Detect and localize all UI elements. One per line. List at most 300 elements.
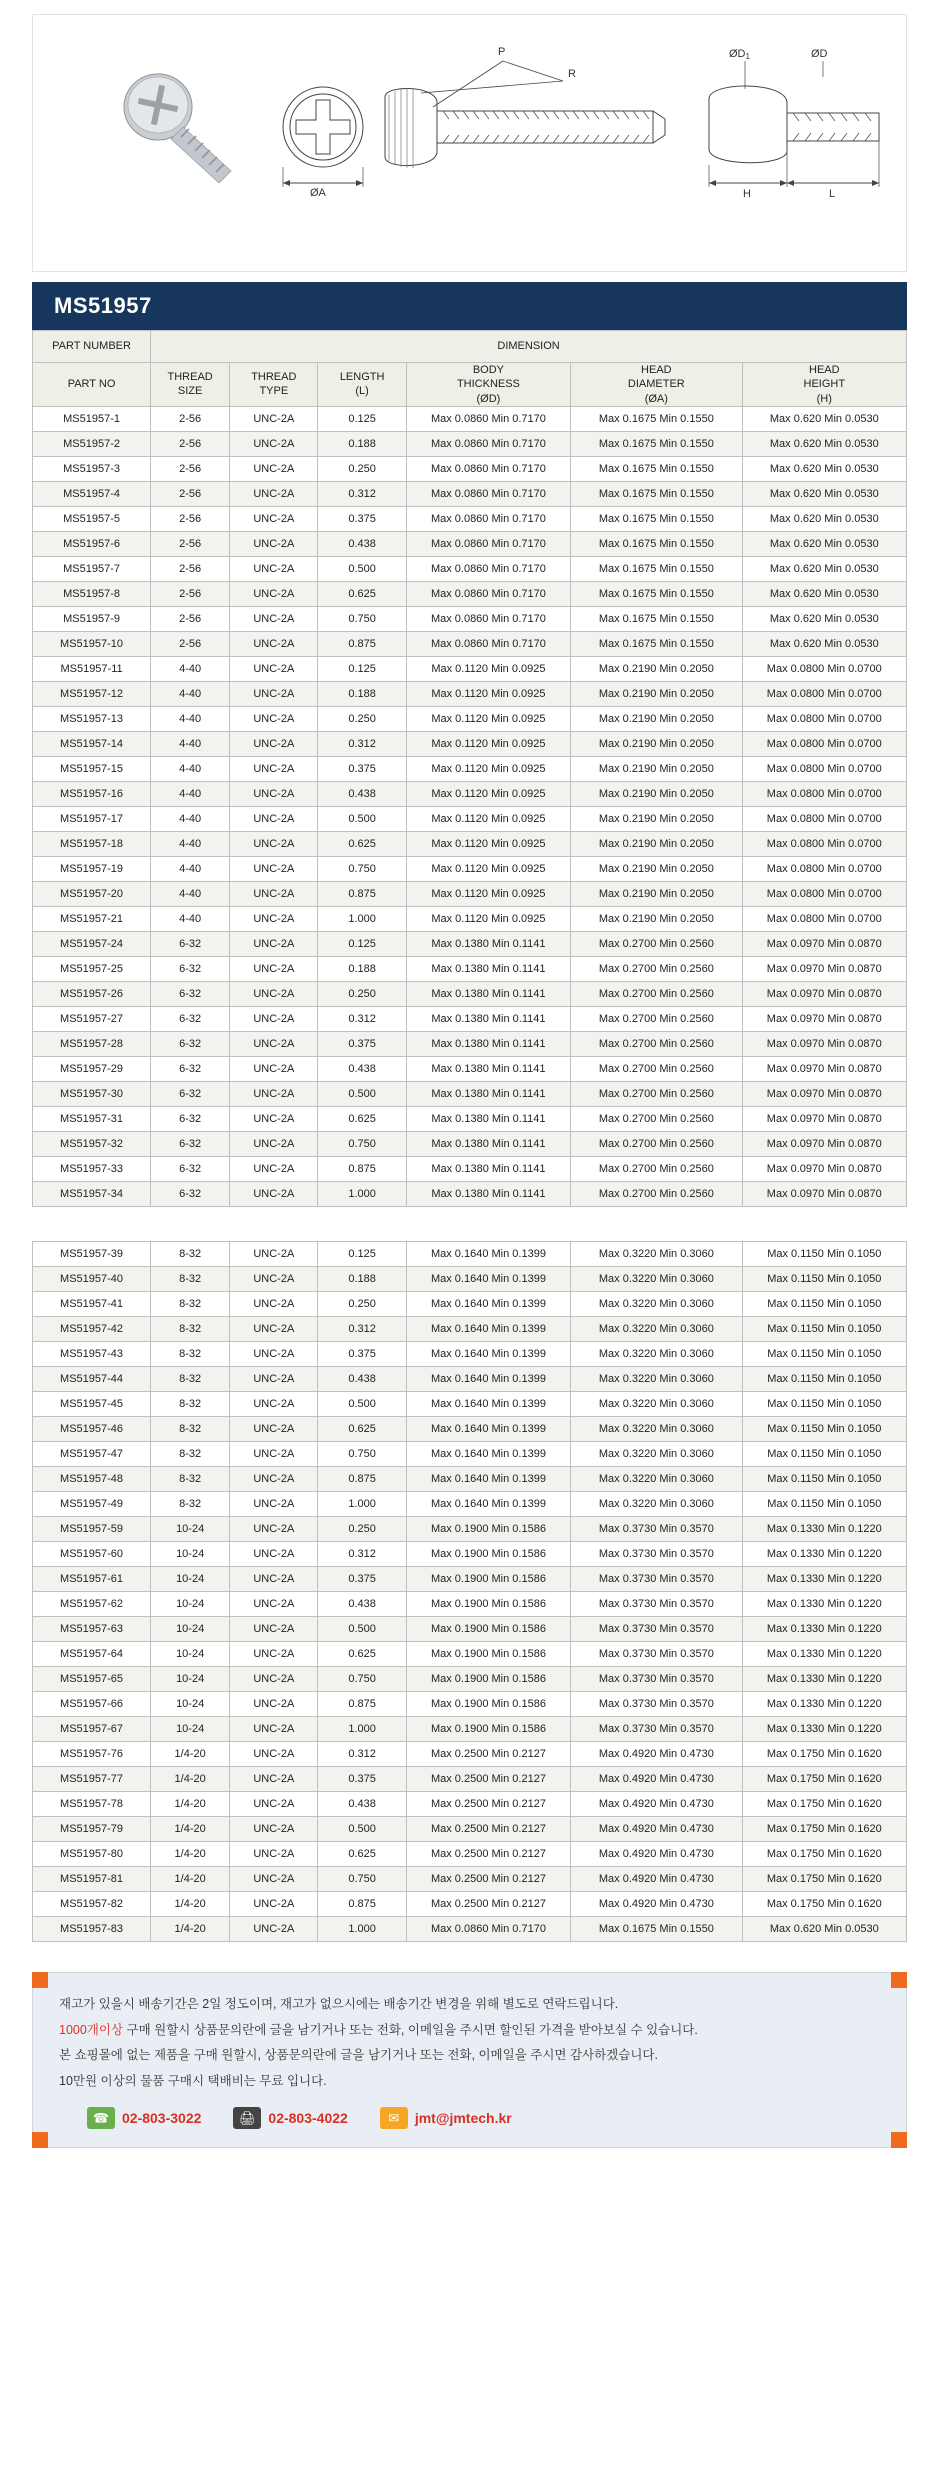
- cell-value: UNC-2A: [230, 1441, 318, 1466]
- cell-part-no: MS51957-63: [33, 1616, 151, 1641]
- cell-value: Max 0.3220 Min 0.3060: [571, 1441, 743, 1466]
- cell-value: Max 0.1380 Min 0.1141: [406, 1131, 570, 1156]
- cell-part-no: MS51957-66: [33, 1691, 151, 1716]
- contact-email[interactable]: [380, 2107, 512, 2129]
- cell-part-no: MS51957-8: [33, 581, 151, 606]
- cell-value: 0.750: [318, 856, 406, 881]
- cell-value: 6-32: [151, 1131, 230, 1156]
- cell-value: 0.188: [318, 1266, 406, 1291]
- col-head-diameter: HEAD DIAMETER (ØA): [571, 363, 743, 407]
- cell-value: 1/4-20: [151, 1916, 230, 1941]
- cell-value: Max 0.2500 Min 0.2127: [406, 1841, 570, 1866]
- cell-part-no: MS51957-62: [33, 1591, 151, 1616]
- table-row: [33, 1156, 907, 1181]
- cell-value: UNC-2A: [230, 656, 318, 681]
- cell-value: Max 0.1900 Min 0.1586: [406, 1691, 570, 1716]
- cell-value: Max 0.3730 Min 0.3570: [571, 1541, 743, 1566]
- cell-part-no: MS51957-41: [33, 1291, 151, 1316]
- table-row: [33, 406, 907, 431]
- cell-value: 4-40: [151, 756, 230, 781]
- cell-value: 0.875: [318, 631, 406, 656]
- cell-value: Max 0.2190 Min 0.2050: [571, 706, 743, 731]
- cell-value: 4-40: [151, 656, 230, 681]
- cell-value: Max 0.1150 Min 0.1050: [742, 1366, 906, 1391]
- cell-value: Max 0.3220 Min 0.3060: [571, 1391, 743, 1416]
- cell-value: Max 0.1380 Min 0.1141: [406, 1106, 570, 1131]
- cell-value: Max 0.1750 Min 0.1620: [742, 1866, 906, 1891]
- cell-value: 8-32: [151, 1366, 230, 1391]
- cell-value: UNC-2A: [230, 1716, 318, 1741]
- col-length: LENGTH (L): [318, 363, 406, 407]
- table-row: [33, 1641, 907, 1666]
- cell-value: UNC-2A: [230, 1266, 318, 1291]
- cell-value: UNC-2A: [230, 631, 318, 656]
- cell-value: Max 0.2190 Min 0.2050: [571, 731, 743, 756]
- cell-part-no: MS51957-44: [33, 1366, 151, 1391]
- cell-value: UNC-2A: [230, 881, 318, 906]
- cell-value: 0.875: [318, 1466, 406, 1491]
- table-row: [33, 1056, 907, 1081]
- spec-table-2: [32, 1241, 907, 1942]
- cell-value: Max 0.620 Min 0.0530: [742, 1916, 906, 1941]
- cell-part-no: MS51957-77: [33, 1766, 151, 1791]
- cell-value: 0.500: [318, 1391, 406, 1416]
- cell-value: 4-40: [151, 806, 230, 831]
- cell-value: Max 0.3220 Min 0.3060: [571, 1341, 743, 1366]
- cell-value: UNC-2A: [230, 706, 318, 731]
- cell-value: Max 0.1640 Min 0.1399: [406, 1241, 570, 1266]
- cell-value: Max 0.3730 Min 0.3570: [571, 1716, 743, 1741]
- notice-line-2-rest: 구매 원할시 상품문의란에 글을 남기거나 또는 전화, 이메일을 주시면 할인된 가격을 받아보실 수 있습니다.: [123, 2022, 698, 2037]
- cell-part-no: MS51957-6: [33, 531, 151, 556]
- cell-part-no: MS51957-80: [33, 1841, 151, 1866]
- cell-value: 2-56: [151, 406, 230, 431]
- cell-value: 10-24: [151, 1541, 230, 1566]
- cell-part-no: MS51957-4: [33, 481, 151, 506]
- cell-value: UNC-2A: [230, 1131, 318, 1156]
- cell-part-no: MS51957-40: [33, 1266, 151, 1291]
- cell-part-no: MS51957-2: [33, 431, 151, 456]
- cell-value: Max 0.0970 Min 0.0870: [742, 1006, 906, 1031]
- cell-value: UNC-2A: [230, 831, 318, 856]
- cell-part-no: MS51957-19: [33, 856, 151, 881]
- cell-value: Max 0.2500 Min 0.2127: [406, 1741, 570, 1766]
- table-row: [33, 681, 907, 706]
- cell-value: 6-32: [151, 1006, 230, 1031]
- cell-value: 0.625: [318, 1841, 406, 1866]
- table-row: [33, 1391, 907, 1416]
- cell-value: Max 0.1150 Min 0.1050: [742, 1241, 906, 1266]
- cell-value: 6-32: [151, 1081, 230, 1106]
- table-row: [33, 431, 907, 456]
- cell-value: Max 0.3730 Min 0.3570: [571, 1566, 743, 1591]
- cell-value: Max 0.1900 Min 0.1586: [406, 1666, 570, 1691]
- cell-value: Max 0.3730 Min 0.3570: [571, 1616, 743, 1641]
- cell-value: Max 0.1380 Min 0.1141: [406, 956, 570, 981]
- cell-part-no: MS51957-83: [33, 1916, 151, 1941]
- mail-icon: ✉: [380, 2107, 408, 2129]
- table-row: [33, 1616, 907, 1641]
- cell-value: Max 0.1900 Min 0.1586: [406, 1541, 570, 1566]
- cell-value: Max 0.1380 Min 0.1141: [406, 1006, 570, 1031]
- cell-part-no: MS51957-17: [33, 806, 151, 831]
- cell-value: 0.250: [318, 456, 406, 481]
- corner-accent-bl: [32, 2132, 48, 2148]
- cell-value: UNC-2A: [230, 906, 318, 931]
- cell-value: Max 0.0800 Min 0.0700: [742, 806, 906, 831]
- cell-value: Max 0.2500 Min 0.2127: [406, 1816, 570, 1841]
- cell-value: Max 0.2190 Min 0.2050: [571, 781, 743, 806]
- cell-value: 1/4-20: [151, 1816, 230, 1841]
- cell-part-no: MS51957-79: [33, 1816, 151, 1841]
- cell-value: UNC-2A: [230, 956, 318, 981]
- table-row: [33, 1766, 907, 1791]
- col-head-height: HEAD HEIGHT (H): [742, 363, 906, 407]
- cell-value: Max 0.0860 Min 0.7170: [406, 506, 570, 531]
- cell-part-no: MS51957-39: [33, 1241, 151, 1266]
- cell-value: 0.875: [318, 1691, 406, 1716]
- cell-value: 6-32: [151, 1181, 230, 1206]
- cell-value: 8-32: [151, 1491, 230, 1516]
- table-row: [33, 1916, 907, 1941]
- table-row: [33, 1741, 907, 1766]
- cell-value: 4-40: [151, 906, 230, 931]
- table-row: [33, 581, 907, 606]
- cell-value: UNC-2A: [230, 1341, 318, 1366]
- table-row: [33, 1266, 907, 1291]
- cell-value: Max 0.1380 Min 0.1141: [406, 1081, 570, 1106]
- cell-value: Max 0.1120 Min 0.0925: [406, 831, 570, 856]
- cell-value: 8-32: [151, 1466, 230, 1491]
- cell-value: Max 0.1750 Min 0.1620: [742, 1816, 906, 1841]
- contact-fax[interactable]: [233, 2107, 347, 2129]
- cell-value: Max 0.1675 Min 0.1550: [571, 1916, 743, 1941]
- screw-photo: [124, 74, 231, 183]
- cell-value: Max 0.0800 Min 0.0700: [742, 731, 906, 756]
- cell-value: Max 0.1750 Min 0.1620: [742, 1741, 906, 1766]
- cell-value: Max 0.1330 Min 0.1220: [742, 1691, 906, 1716]
- label-R: R: [568, 68, 576, 80]
- cell-value: UNC-2A: [230, 1666, 318, 1691]
- cell-value: 1.000: [318, 906, 406, 931]
- cell-value: Max 0.2190 Min 0.2050: [571, 906, 743, 931]
- cell-value: Max 0.4920 Min 0.4730: [571, 1741, 743, 1766]
- cell-part-no: MS51957-82: [33, 1891, 151, 1916]
- header-dimension: DIMENSION: [151, 331, 907, 363]
- cell-value: Max 0.2190 Min 0.2050: [571, 681, 743, 706]
- cell-value: Max 0.1150 Min 0.1050: [742, 1316, 906, 1341]
- cell-value: 0.875: [318, 1156, 406, 1181]
- cell-value: 0.250: [318, 1516, 406, 1541]
- cell-value: 0.500: [318, 1081, 406, 1106]
- cell-value: 0.125: [318, 656, 406, 681]
- cell-value: Max 0.0860 Min 0.7170: [406, 556, 570, 581]
- cell-value: 8-32: [151, 1341, 230, 1366]
- cell-value: UNC-2A: [230, 781, 318, 806]
- document-page: [0, 14, 939, 2148]
- table-row: [33, 1341, 907, 1366]
- cell-value: 6-32: [151, 981, 230, 1006]
- cell-part-no: MS51957-76: [33, 1741, 151, 1766]
- cell-value: 0.375: [318, 1341, 406, 1366]
- cell-value: 0.625: [318, 831, 406, 856]
- cell-part-no: MS51957-21: [33, 906, 151, 931]
- notice-line-3: 본 쇼핑몰에 없는 제품을 구매 원할시, 상품문의란에 글을 남기거나 또는 전화, 이메일을 주시면 감사하겠습니다.: [59, 2048, 658, 2063]
- cell-value: Max 0.0860 Min 0.7170: [406, 581, 570, 606]
- cell-value: 1.000: [318, 1491, 406, 1516]
- cell-value: Max 0.3220 Min 0.3060: [571, 1266, 743, 1291]
- cell-value: UNC-2A: [230, 731, 318, 756]
- label-L: L: [829, 188, 836, 200]
- cell-part-no: MS51957-14: [33, 731, 151, 756]
- cell-part-no: MS51957-1: [33, 406, 151, 431]
- cell-value: Max 0.1640 Min 0.1399: [406, 1316, 570, 1341]
- cell-value: 0.438: [318, 1366, 406, 1391]
- cell-value: Max 0.2500 Min 0.2127: [406, 1766, 570, 1791]
- cell-value: Max 0.3220 Min 0.3060: [571, 1466, 743, 1491]
- cell-value: UNC-2A: [230, 1691, 318, 1716]
- table-row: [33, 606, 907, 631]
- cell-value: UNC-2A: [230, 1466, 318, 1491]
- cell-part-no: MS51957-65: [33, 1666, 151, 1691]
- cell-value: Max 0.0800 Min 0.0700: [742, 781, 906, 806]
- cell-part-no: MS51957-20: [33, 881, 151, 906]
- cell-value: 2-56: [151, 581, 230, 606]
- cell-part-no: MS51957-46: [33, 1416, 151, 1441]
- cell-value: 10-24: [151, 1516, 230, 1541]
- cell-value: 0.250: [318, 706, 406, 731]
- cell-value: UNC-2A: [230, 456, 318, 481]
- cell-value: Max 0.1120 Min 0.0925: [406, 781, 570, 806]
- cell-value: Max 0.3730 Min 0.3570: [571, 1591, 743, 1616]
- cell-part-no: MS51957-67: [33, 1716, 151, 1741]
- cell-value: Max 0.0970 Min 0.0870: [742, 981, 906, 1006]
- cell-value: 1/4-20: [151, 1791, 230, 1816]
- cell-value: Max 0.1675 Min 0.1550: [571, 606, 743, 631]
- table-row: [33, 781, 907, 806]
- cell-value: Max 0.1675 Min 0.1550: [571, 456, 743, 481]
- cell-value: Max 0.1900 Min 0.1586: [406, 1591, 570, 1616]
- cell-value: 2-56: [151, 431, 230, 456]
- cell-value: 0.312: [318, 481, 406, 506]
- cell-part-no: MS51957-28: [33, 1031, 151, 1056]
- table-header-columns: [33, 363, 907, 407]
- cell-value: Max 0.2700 Min 0.2560: [571, 1131, 743, 1156]
- cell-part-no: MS51957-18: [33, 831, 151, 856]
- cell-value: Max 0.1150 Min 0.1050: [742, 1416, 906, 1441]
- table-row: [33, 806, 907, 831]
- cell-value: Max 0.1640 Min 0.1399: [406, 1366, 570, 1391]
- cell-value: 6-32: [151, 956, 230, 981]
- cell-value: Max 0.3220 Min 0.3060: [571, 1291, 743, 1316]
- table-row: [33, 1891, 907, 1916]
- cell-value: 8-32: [151, 1391, 230, 1416]
- cell-value: 0.875: [318, 1891, 406, 1916]
- cell-value: UNC-2A: [230, 856, 318, 881]
- cell-value: Max 0.1120 Min 0.0925: [406, 806, 570, 831]
- notice-highlight: 1000개이상: [59, 2022, 124, 2037]
- cell-value: 0.750: [318, 606, 406, 631]
- cell-value: 2-56: [151, 531, 230, 556]
- cell-value: UNC-2A: [230, 931, 318, 956]
- cell-value: Max 0.3220 Min 0.3060: [571, 1316, 743, 1341]
- cell-value: Max 0.1330 Min 0.1220: [742, 1716, 906, 1741]
- cell-value: UNC-2A: [230, 1516, 318, 1541]
- cell-value: Max 0.3220 Min 0.3060: [571, 1366, 743, 1391]
- table-row: [33, 1591, 907, 1616]
- cell-value: 4-40: [151, 856, 230, 881]
- cell-value: 0.312: [318, 1006, 406, 1031]
- cell-part-no: MS51957-10: [33, 631, 151, 656]
- label-phiD: ØD: [811, 48, 828, 60]
- cell-part-no: MS51957-5: [33, 506, 151, 531]
- cell-value: 0.375: [318, 1031, 406, 1056]
- cell-value: 0.625: [318, 1416, 406, 1441]
- table-row: [33, 1516, 907, 1541]
- cell-part-no: MS51957-29: [33, 1056, 151, 1081]
- cell-value: Max 0.1675 Min 0.1550: [571, 556, 743, 581]
- cell-value: UNC-2A: [230, 1391, 318, 1416]
- cell-value: Max 0.2700 Min 0.2560: [571, 956, 743, 981]
- cell-value: UNC-2A: [230, 531, 318, 556]
- cell-part-no: MS51957-42: [33, 1316, 151, 1341]
- cell-value: UNC-2A: [230, 481, 318, 506]
- cell-value: 6-32: [151, 931, 230, 956]
- cell-value: Max 0.2190 Min 0.2050: [571, 881, 743, 906]
- diagram-svg: [33, 15, 906, 271]
- cell-value: Max 0.2190 Min 0.2050: [571, 756, 743, 781]
- table-row: [33, 1566, 907, 1591]
- cell-value: Max 0.1640 Min 0.1399: [406, 1416, 570, 1441]
- table-row: [33, 1081, 907, 1106]
- cell-value: Max 0.0970 Min 0.0870: [742, 1081, 906, 1106]
- cell-value: Max 0.0800 Min 0.0700: [742, 656, 906, 681]
- cell-part-no: MS51957-47: [33, 1441, 151, 1466]
- cell-value: 2-56: [151, 556, 230, 581]
- cell-value: 8-32: [151, 1316, 230, 1341]
- table-row: [33, 756, 907, 781]
- cell-value: 0.500: [318, 806, 406, 831]
- cell-part-no: MS51957-59: [33, 1516, 151, 1541]
- cell-value: UNC-2A: [230, 1741, 318, 1766]
- cell-value: UNC-2A: [230, 1541, 318, 1566]
- cell-value: Max 0.3220 Min 0.3060: [571, 1416, 743, 1441]
- table-row: [33, 1466, 907, 1491]
- cell-value: UNC-2A: [230, 1766, 318, 1791]
- cell-value: 0.312: [318, 731, 406, 756]
- cell-value: UNC-2A: [230, 581, 318, 606]
- shipping-notice: [32, 1972, 907, 2148]
- cell-part-no: MS51957-25: [33, 956, 151, 981]
- cell-value: 6-32: [151, 1106, 230, 1131]
- cell-value: Max 0.3730 Min 0.3570: [571, 1666, 743, 1691]
- table-row: [33, 656, 907, 681]
- cell-value: UNC-2A: [230, 1056, 318, 1081]
- cell-value: Max 0.0860 Min 0.7170: [406, 431, 570, 456]
- cell-value: Max 0.4920 Min 0.4730: [571, 1816, 743, 1841]
- cell-value: 4-40: [151, 706, 230, 731]
- cell-part-no: MS51957-16: [33, 781, 151, 806]
- cell-value: 1/4-20: [151, 1891, 230, 1916]
- cell-value: 4-40: [151, 831, 230, 856]
- label-phiD1: ØD1: [729, 48, 750, 61]
- cell-part-no: MS51957-61: [33, 1566, 151, 1591]
- cell-value: 10-24: [151, 1616, 230, 1641]
- cell-value: Max 0.3220 Min 0.3060: [571, 1491, 743, 1516]
- cell-value: UNC-2A: [230, 1616, 318, 1641]
- email-address: jmt@jmtech.kr: [414, 2109, 512, 2126]
- cell-value: Max 0.0800 Min 0.0700: [742, 881, 906, 906]
- cell-value: 0.438: [318, 1591, 406, 1616]
- cell-value: Max 0.0800 Min 0.0700: [742, 706, 906, 731]
- cell-value: Max 0.0800 Min 0.0700: [742, 906, 906, 931]
- cell-value: 10-24: [151, 1641, 230, 1666]
- cell-value: 10-24: [151, 1666, 230, 1691]
- table-row: [33, 1816, 907, 1841]
- cell-part-no: MS51957-78: [33, 1791, 151, 1816]
- cell-value: 10-24: [151, 1566, 230, 1591]
- cell-part-no: MS51957-15: [33, 756, 151, 781]
- cell-value: Max 0.620 Min 0.0530: [742, 531, 906, 556]
- cell-value: Max 0.1675 Min 0.1550: [571, 481, 743, 506]
- cell-part-no: MS51957-7: [33, 556, 151, 581]
- table-row: [33, 856, 907, 881]
- table-gap: [0, 1207, 939, 1241]
- cell-value: 0.125: [318, 406, 406, 431]
- notice-line-1: 재고가 있을시 배송기간은 2일 정도이며, 재고가 없으시에는 배송기간 변경을 위해 별도로 연락드립니다.: [59, 1996, 619, 2011]
- cell-value: 10-24: [151, 1691, 230, 1716]
- cell-value: UNC-2A: [230, 1841, 318, 1866]
- table-row: [33, 831, 907, 856]
- cell-value: 1/4-20: [151, 1741, 230, 1766]
- notice-line-2: [59, 2021, 880, 2040]
- cell-part-no: MS51957-27: [33, 1006, 151, 1031]
- contact-phone[interactable]: [87, 2107, 201, 2129]
- cell-value: Max 0.620 Min 0.0530: [742, 506, 906, 531]
- cell-value: Max 0.4920 Min 0.4730: [571, 1766, 743, 1791]
- cell-value: Max 0.620 Min 0.0530: [742, 581, 906, 606]
- cell-value: 0.188: [318, 431, 406, 456]
- cell-part-no: MS51957-34: [33, 1181, 151, 1206]
- cell-value: Max 0.2190 Min 0.2050: [571, 856, 743, 881]
- cell-part-no: MS51957-9: [33, 606, 151, 631]
- table-row: [33, 706, 907, 731]
- cell-value: Max 0.0860 Min 0.7170: [406, 456, 570, 481]
- fax-icon: 🖨: [233, 2107, 261, 2129]
- cell-value: UNC-2A: [230, 1241, 318, 1266]
- table-row: [33, 556, 907, 581]
- corner-accent-tr: [891, 1972, 907, 1988]
- cell-value: 0.750: [318, 1866, 406, 1891]
- cell-value: 8-32: [151, 1241, 230, 1266]
- cell-value: Max 0.2700 Min 0.2560: [571, 1156, 743, 1181]
- cell-value: 0.250: [318, 981, 406, 1006]
- cell-value: Max 0.4920 Min 0.4730: [571, 1791, 743, 1816]
- cell-value: 0.438: [318, 781, 406, 806]
- cell-value: Max 0.1120 Min 0.0925: [406, 656, 570, 681]
- cell-value: Max 0.1900 Min 0.1586: [406, 1566, 570, 1591]
- fax-number: 02-803-4022: [268, 2109, 348, 2126]
- cell-part-no: MS51957-30: [33, 1081, 151, 1106]
- col-body-thickness: BODY THICKNESS (ØD): [406, 363, 570, 407]
- cell-value: 0.875: [318, 881, 406, 906]
- cell-value: Max 0.1675 Min 0.1550: [571, 506, 743, 531]
- cell-value: Max 0.1120 Min 0.0925: [406, 681, 570, 706]
- cell-value: Max 0.0970 Min 0.0870: [742, 1131, 906, 1156]
- table-row: [33, 881, 907, 906]
- cell-value: UNC-2A: [230, 431, 318, 456]
- cell-value: Max 0.3730 Min 0.3570: [571, 1641, 743, 1666]
